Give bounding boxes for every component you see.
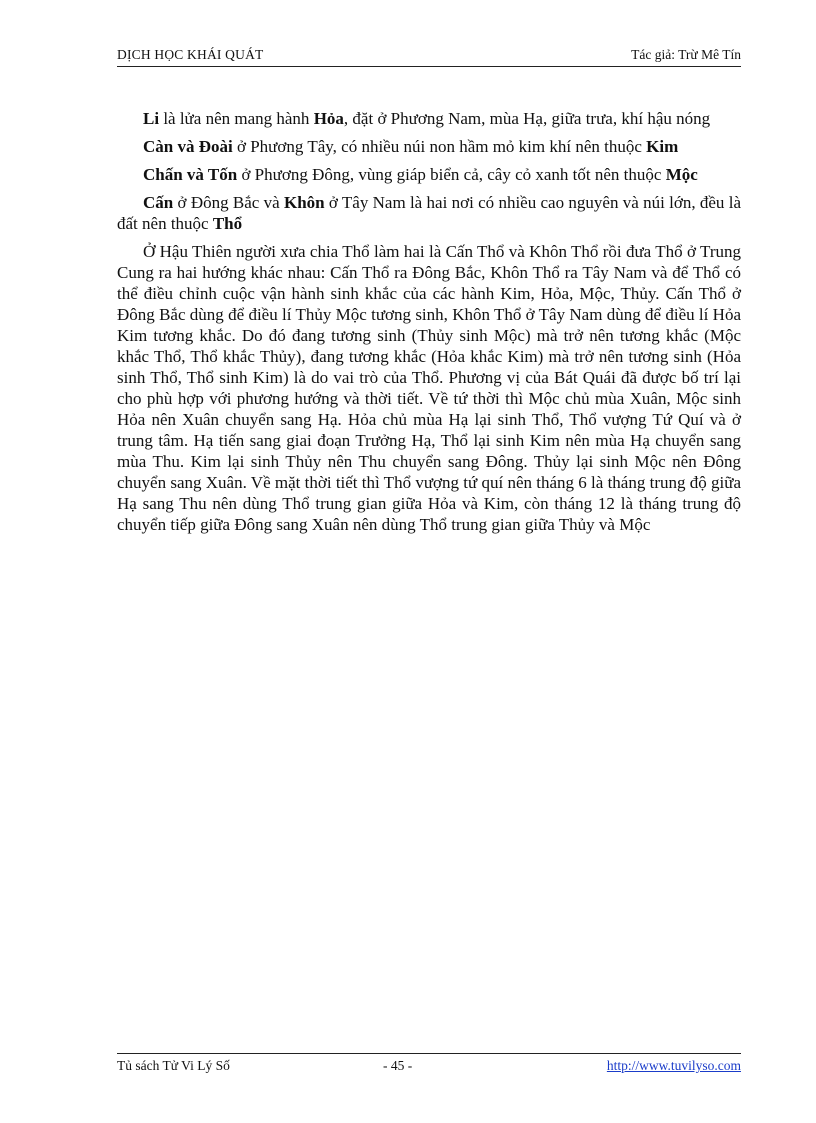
page-number: - 45 - (383, 1058, 413, 1073)
term-hoa: Hỏa (313, 109, 344, 128)
paragraph-text: là lửa nên mang hành (159, 109, 314, 128)
book-title: DỊCH HỌC KHÁI QUÁT (117, 47, 264, 62)
paragraph-chan-ton (117, 164, 741, 185)
website-link[interactable]: http://www.tuvilyso.com (606, 1058, 741, 1073)
term-li: Li (143, 109, 160, 128)
paragraph-text: , đặt ở Phương Nam, mùa Hạ, giữa trưa, khí hậu nóng (343, 109, 711, 128)
paragraph-text: ở Tây Nam là hai nơi có nhiều cao nguyên và núi lớn, đều là đất nên thuộc (117, 193, 741, 233)
paragraph-hau-thien: Ở Hậu Thiên người xưa chia Thổ làm hai là Cấn Thổ và Khôn Thổ rồi đưa Thổ ở Trung Cung ra hai hướng khác nhau: Cấn Thổ ra Đông Bắc, Khôn Thổ ra Tây Nam và để Thổ có thể điều chỉnh cuộc vận hành sinh khắc của các hành Kim, Hỏa, Mộc, Thủy. Cấn Thổ ở Đông Bắc dùng để điều lí Thủy Mộc tương sinh, Khôn Thổ ở Tây Nam dùng để điều lí Hỏa Kim tương khắc. Do đó đang tương sinh (Thủy sinh Mộc) mà trở nên tương khắc (Mộc khắc Thổ, Thổ khắc Thủy), đang tương khắc (Hỏa khắc Kim) mà trở nên tương sinh (Hỏa sinh Thổ, Thổ sinh Kim) là do vai trò của Thổ. Phương vị của Bát Quái đã được bố trí lại cho phù hợp với phương hướng và thời tiết. Về tứ thời thì Mộc chủ mùa Xuân, Mộc sinh Hỏa nên Xuân chuyển sang Hạ. Hỏa chủ mùa Hạ lại sinh Thổ, Thổ vượng Tứ Quí và ở trung tâm. Hạ tiến sang giai đoạn Trưởng Hạ, Thổ lại sinh Kim nên mùa Hạ chuyển sang mùa Thu. Kim lại sinh Thủy nên Thu chuyển sang Đông. Thủy lại sinh Mộc nên Đông chuyển sang Xuân. Về mặt thời tiết thì Thổ vượng tứ quí nên tháng 6 là tháng trung độ giữa Hạ sang Thu nên dùng Thổ trung gian giữa Hỏa và Kim, còn tháng 12 là tháng trung độ chuyển tiếp giữa Đông sang Xuân nên dùng Thổ trung gian giữa Thủy và Mộc (117, 242, 741, 534)
term-can-doai: Càn và Đoài (143, 137, 233, 156)
paragraph-text: ở Phương Đông, vùng giáp biển cả, cây cỏ xanh tốt nên thuộc (237, 165, 666, 184)
term-chan-ton: Chấn và Tốn (143, 165, 238, 184)
term-tho: Thổ (212, 214, 243, 233)
term-moc: Mộc (665, 165, 698, 184)
paragraph-li (117, 108, 741, 129)
series-label: Tủ sách Tử Vi Lý Số (117, 1058, 230, 1073)
term-kim: Kim (646, 137, 679, 156)
paragraph-can-doai (117, 136, 741, 157)
paragraph-text: ở Phương Tây, có nhiều núi non hầm mỏ kim khí nên thuộc (232, 137, 647, 156)
term-can: Cấn (143, 193, 174, 212)
author-label: Tác giả: Trừ Mê Tín (631, 47, 741, 62)
paragraph-text: ở Đông Bắc và (173, 193, 284, 212)
paragraph-can-khon (117, 192, 741, 234)
term-khon: Khôn (283, 193, 325, 212)
page-content (117, 108, 741, 542)
page-header (117, 44, 741, 67)
page-footer (117, 1053, 741, 1076)
